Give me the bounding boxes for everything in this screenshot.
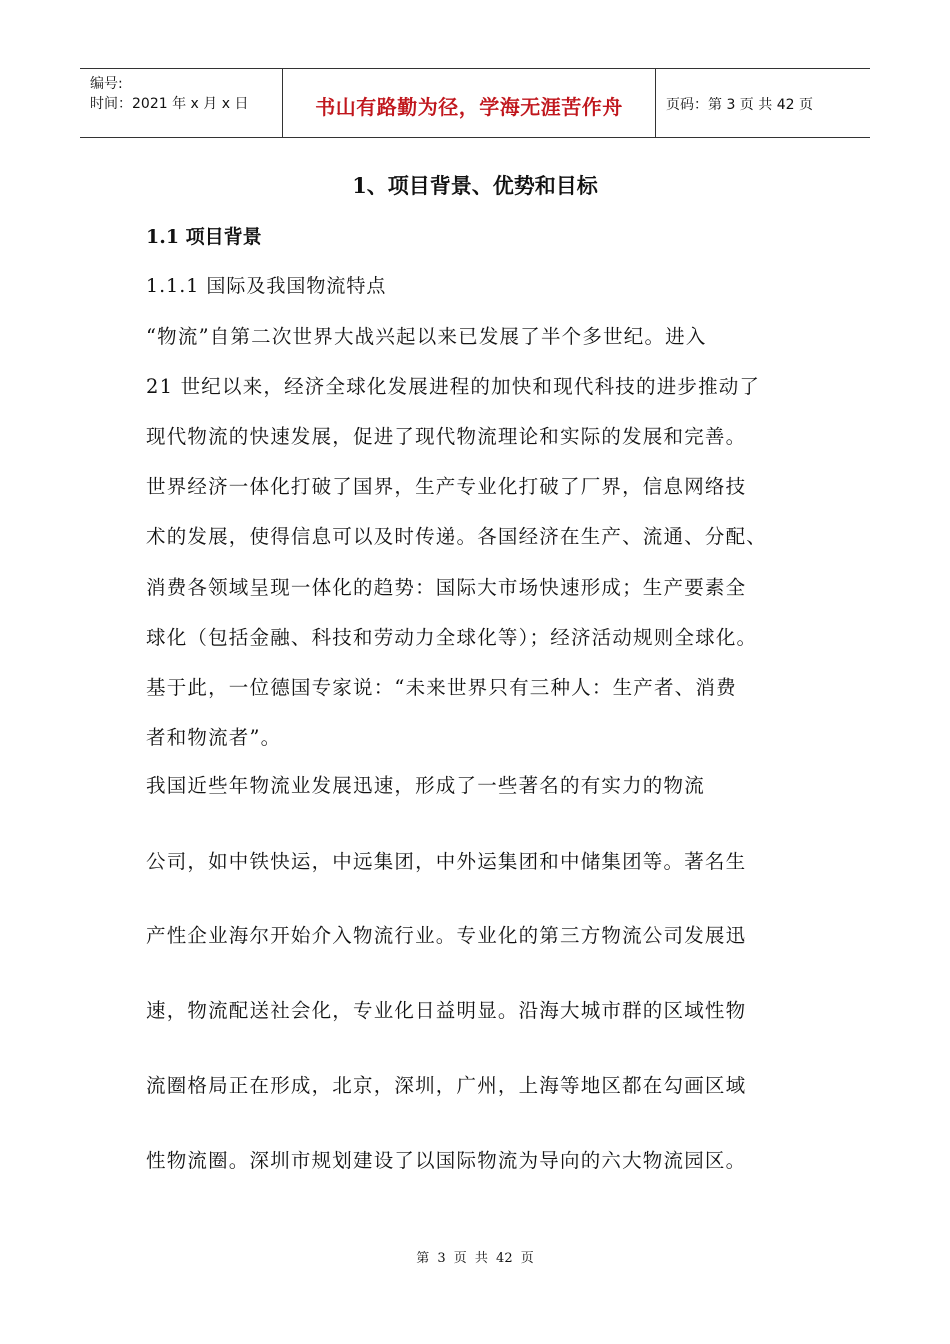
page-header bbox=[80, 68, 870, 138]
subsection-heading: 1.1.1 国际及我国物流特点 bbox=[146, 275, 387, 297]
header-meta-cell bbox=[80, 69, 283, 137]
text-line: “物流”自第二次世界大战兴起以来已发展了半个多世纪。进入 bbox=[146, 325, 707, 348]
number-label: 编号: bbox=[90, 76, 123, 92]
document-title: 1、项目背景、优势和目标 bbox=[352, 173, 598, 198]
section-heading: 1.1 项目背景 bbox=[146, 226, 262, 248]
header-motto-cell bbox=[283, 69, 656, 137]
text-line: 现代物流的快速发展，促进了现代物流理论和实际的发展和完善。 bbox=[146, 425, 747, 448]
text-line: 消费各领域呈现一体化的趋势：国际大市场快速形成；生产要素全 bbox=[146, 576, 747, 599]
text-line: 速，物流配送社会化，专业化日益明显。沿海大城市群的区域性物 bbox=[146, 999, 747, 1022]
text-line: 21 世纪以来，经济全球化发展进程的加快和现代科技的进步推动了 bbox=[146, 375, 761, 398]
text-line: 基于此，一位德国专家说：“未来世界只有三种人：生产者、消费 bbox=[146, 676, 737, 699]
text-line: 公司，如中铁快运，中远集团，中外运集团和中储集团等。著名生 bbox=[146, 850, 747, 873]
header-page-cell bbox=[656, 69, 870, 137]
text-line: 者和物流者”。 bbox=[146, 726, 282, 749]
text-line: 球化（包括金融、科技和劳动力全球化等）；经济活动规则全球化。 bbox=[146, 626, 758, 649]
date-label: 时间：2021 年 x 月 x 日 bbox=[90, 96, 249, 112]
motto-text: 书山有路勤为径，学海无涯苦作舟 bbox=[315, 95, 623, 119]
text-line: 产性企业海尔开始介入物流行业。专业化的第三方物流公司发展迅 bbox=[146, 924, 747, 947]
text-line: 我国近些年物流业发展迅速，形成了一些著名的有实力的物流 bbox=[146, 774, 705, 797]
page-footer: 第 3 页 共 42 页 bbox=[416, 1251, 534, 1266]
text-line: 术的发展，使得信息可以及时传递。各国经济在生产、流通、分配、 bbox=[146, 525, 768, 548]
text-line: 性物流圈。深圳市规划建设了以国际物流为导向的六大物流园区。 bbox=[146, 1149, 747, 1172]
page-number-label: 页码：第 3 页 共 42 页 bbox=[666, 97, 813, 113]
text-line: 流圈格局正在形成，北京，深圳，广州，上海等地区都在勾画区域 bbox=[146, 1074, 747, 1097]
text-line: 世界经济一体化打破了国界，生产专业化打破了厂界，信息网络技 bbox=[146, 475, 747, 498]
